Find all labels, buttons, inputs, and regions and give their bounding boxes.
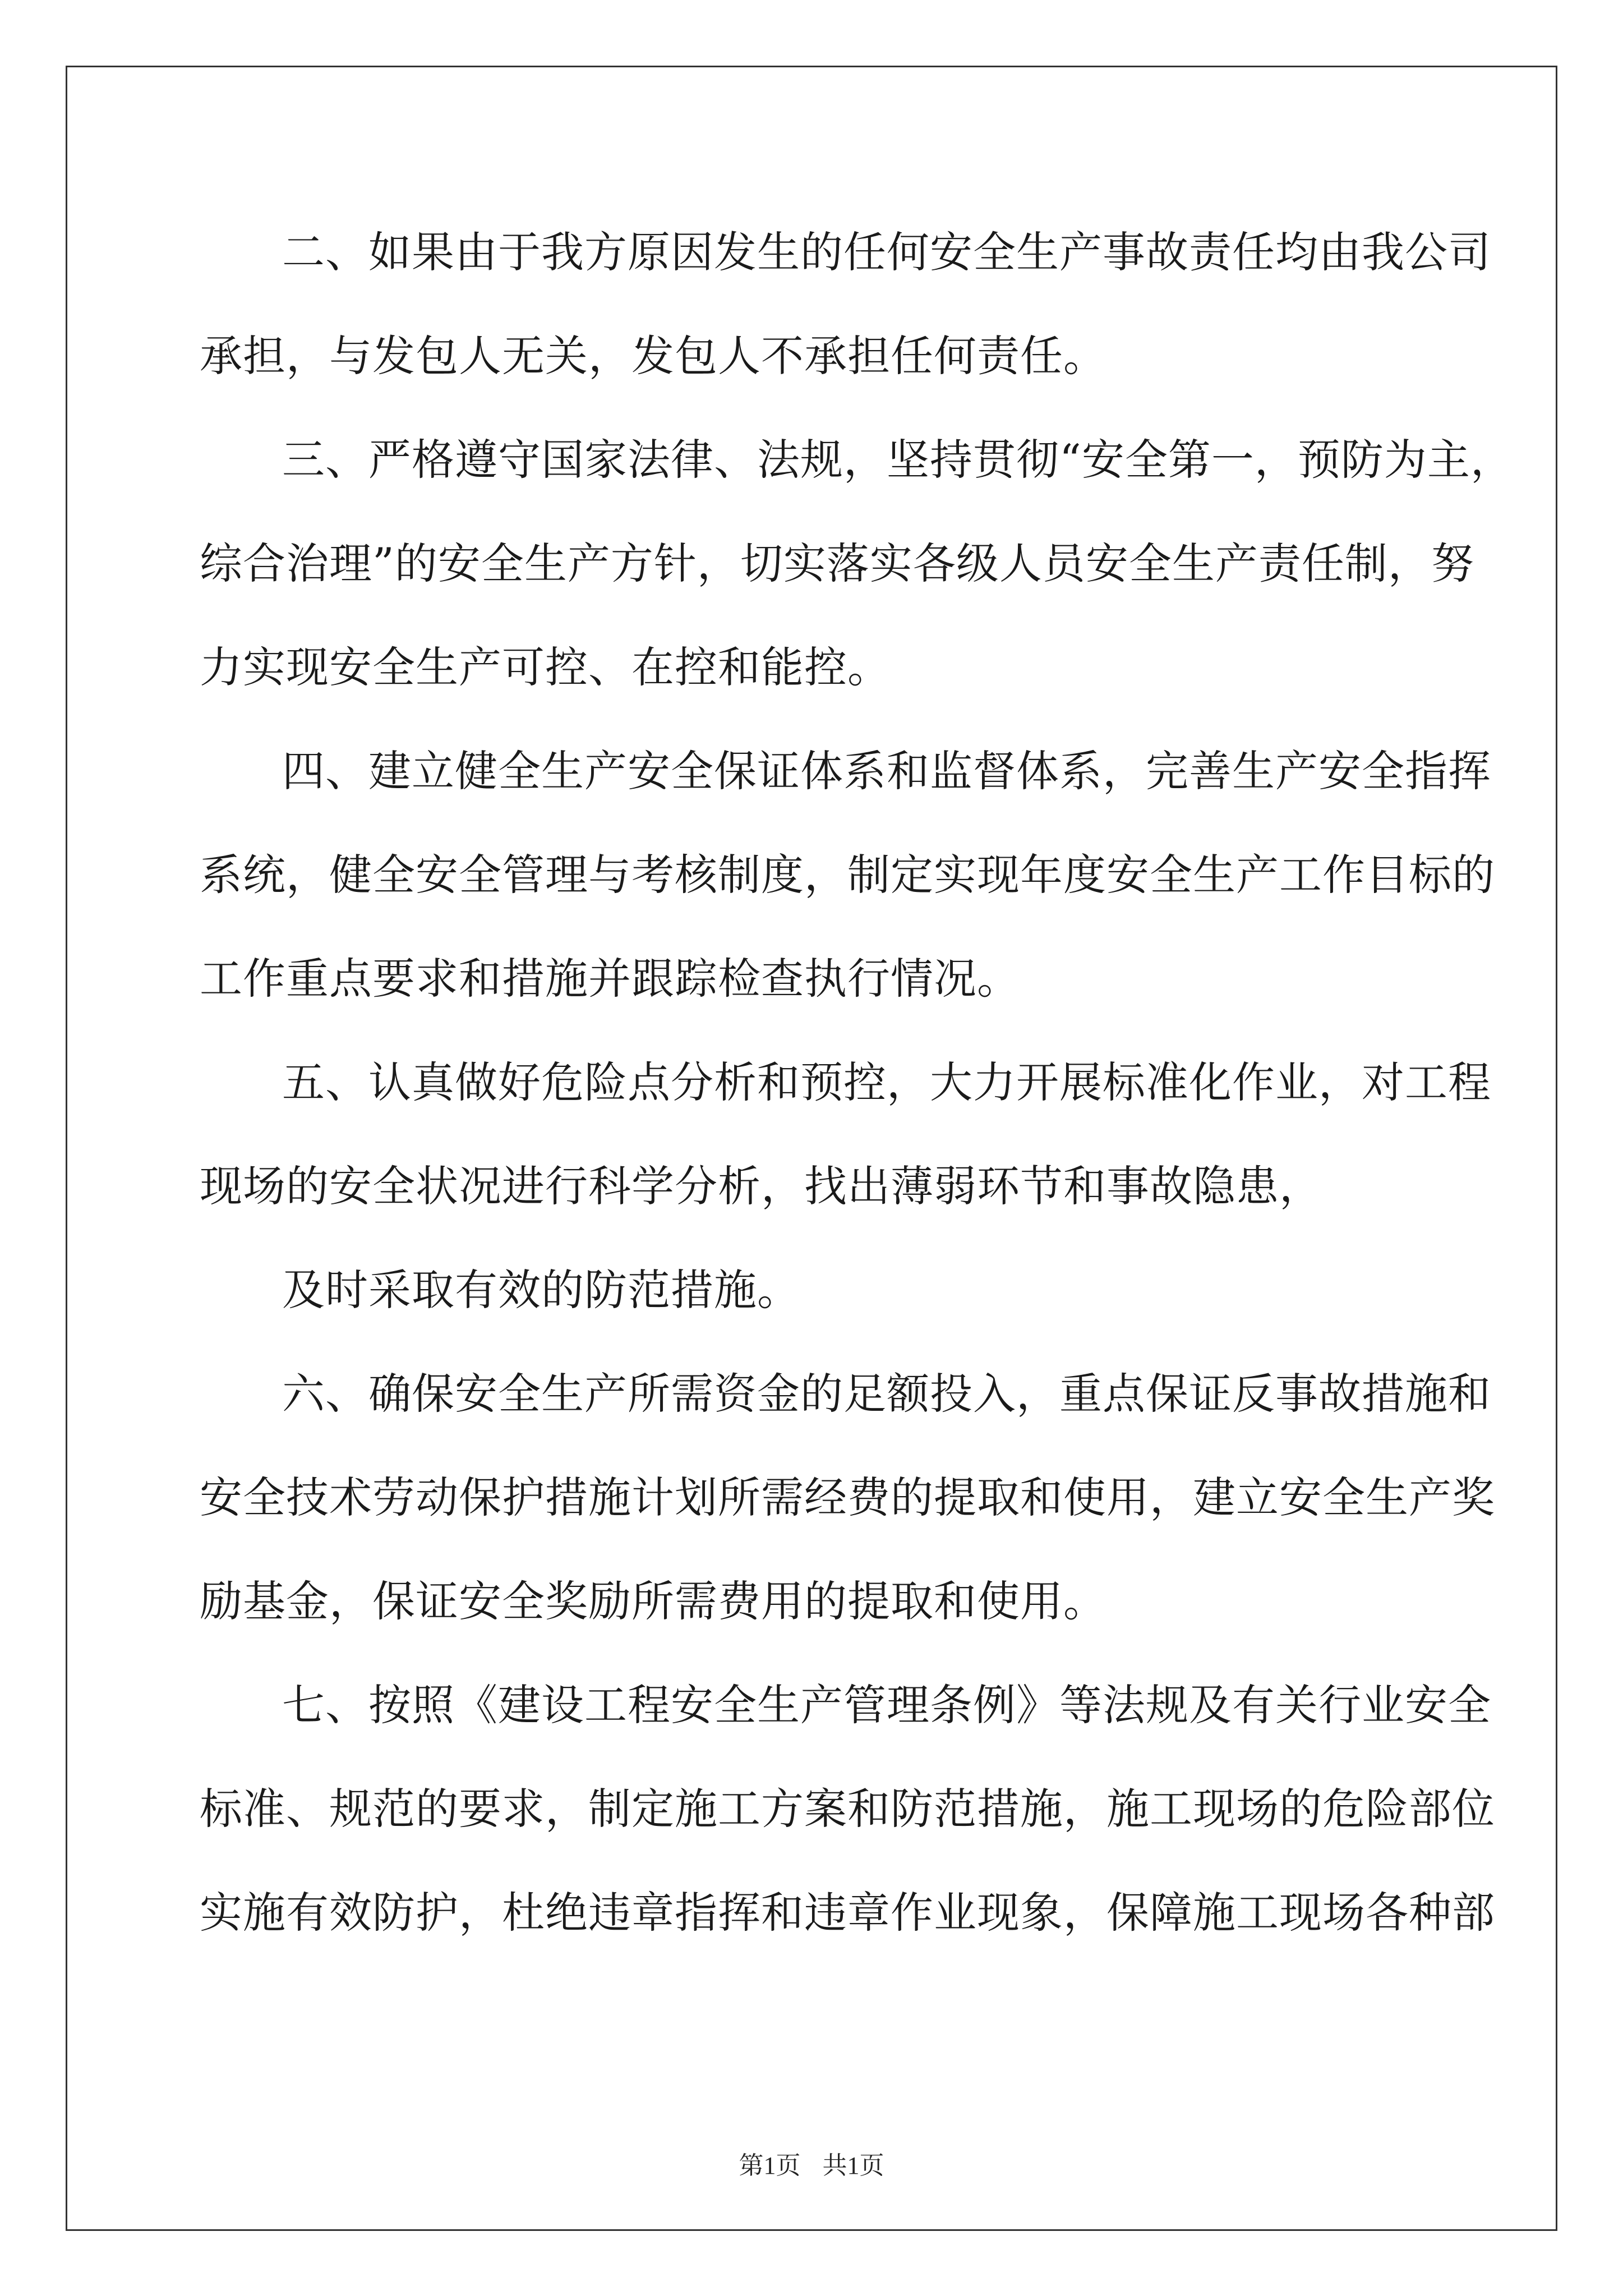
paragraph-3-line-2: 综合治理”的安全生产方针，切实落实各级人员安全生产责任制，努 — [200, 539, 1474, 588]
page-footer — [0, 2150, 1623, 2182]
paragraph-7-line-3: 实施有效防护，杜绝违章指挥和违章作业现象，保障施工现场各种部 — [200, 1888, 1495, 1938]
page-total: 共1页 — [822, 2152, 884, 2179]
paragraph-5-line-2: 现场的安全状况进行科学分析，找出薄弱环节和事故隐患， — [200, 1161, 1322, 1211]
paragraph-7-line-2: 标准、规范的要求，制定施工方案和防范措施，施工现场的危险部位 — [200, 1784, 1495, 1834]
paragraph-4-line-1: 四、建立健全生产安全保证体系和监督体系，完善生产安全指挥 — [282, 746, 1491, 796]
paragraph-4-line-2: 系统，健全安全管理与考核制度，制定实现年度安全生产工作目标的 — [200, 850, 1495, 900]
paragraph-3-line-3: 力实现安全生产可控、在控和能控。 — [200, 642, 891, 692]
paragraph-3-line-1: 三、严格遵守国家法律、法规，坚持贯彻“安全第一，预防为主， — [282, 435, 1514, 485]
page-number: 第1页 — [739, 2152, 801, 2179]
paragraph-5-line-1: 五、认真做好危险点分析和预控，大力开展标准化作业，对工程 — [282, 1057, 1491, 1107]
paragraph-6-line-2: 安全技术劳动保护措施计划所需经费的提取和使用，建立安全生产奖 — [200, 1473, 1495, 1522]
paragraph-6-line-3: 励基金，保证安全奖励所需费用的提取和使用。 — [200, 1576, 1106, 1626]
paragraph-2-line-2: 承担，与发包人无关，发包人不承担任何责任。 — [200, 331, 1106, 381]
paragraph-4-line-3: 工作重点要求和措施并跟踪检查执行情况。 — [200, 954, 1020, 1004]
paragraph-6-line-1: 六、确保安全生产所需资金的足额投入，重点保证反事故措施和 — [282, 1369, 1491, 1419]
paragraph-7-line-1: 七、按照《建设工程安全生产管理条例》等法规及有关行业安全 — [282, 1680, 1491, 1730]
paragraph-2-line-1: 二、如果由于我方原因发生的任何安全生产事故责任均由我公司 — [282, 227, 1491, 277]
paragraph-5-line-3: 及时采取有效的防范措施。 — [282, 1265, 800, 1315]
